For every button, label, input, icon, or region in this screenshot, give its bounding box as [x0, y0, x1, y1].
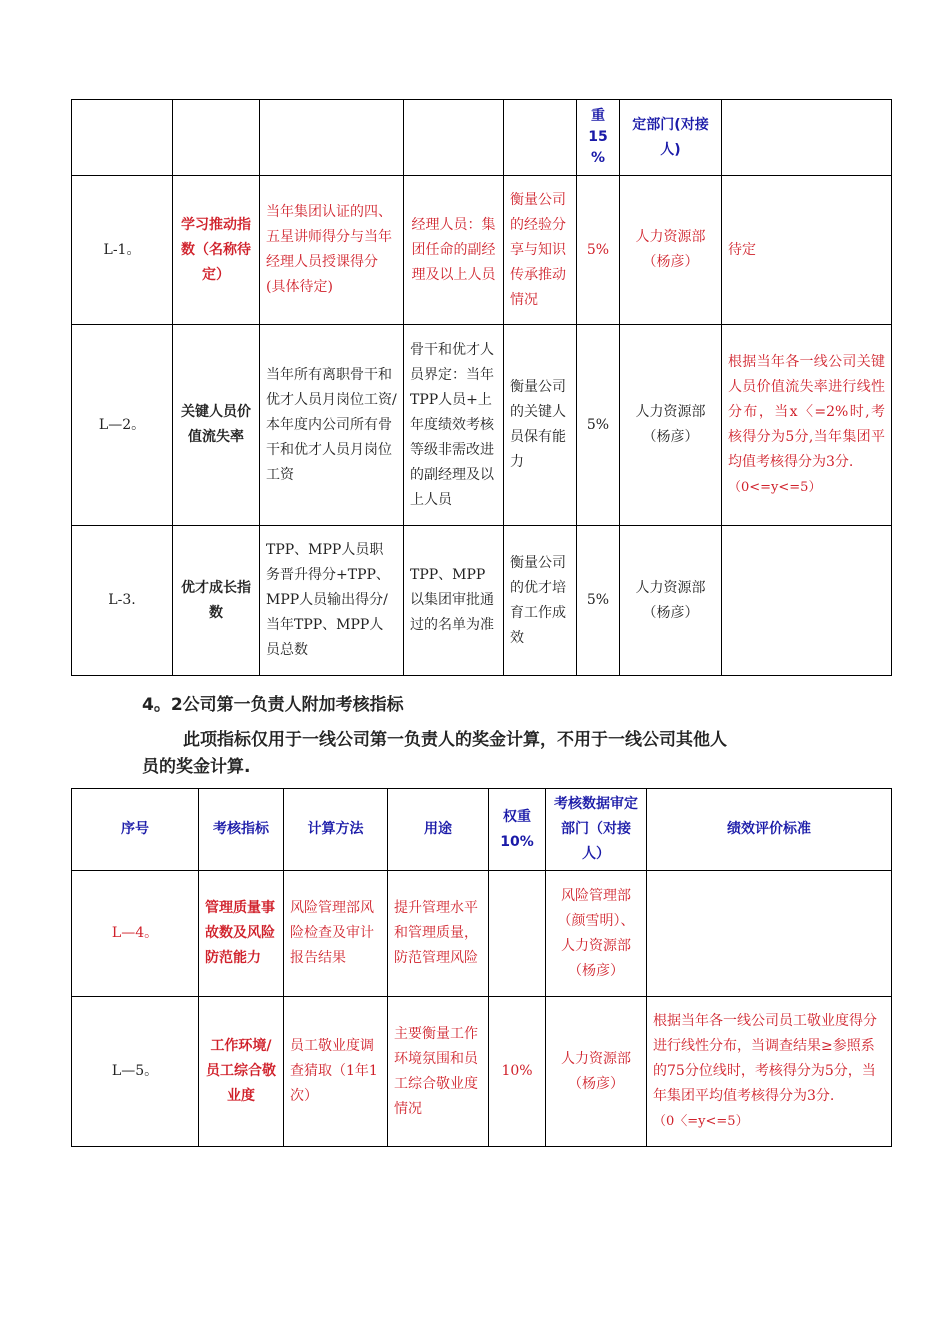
indicator-name: 学习推动指数（名称待定）: [173, 176, 260, 325]
scope: 骨干和优才人员界定：当年TPP人员+上年度绩效考核等级非需改进的副经理及以上人员: [404, 325, 504, 526]
table-row: [72, 176, 892, 325]
weight: 5%: [577, 176, 620, 325]
purpose: 衡量公司的经验分享与知识传承推动情况: [504, 176, 577, 325]
criteria-text: 根据当年各一线公司关键人员价值流失率进行线性分布，当x〈=2%时,考核得分为5分,当年集团平均值考核得分为3分.: [728, 354, 885, 470]
table-row: [72, 871, 892, 997]
calc-method: 员工敬业度调查猜取（1年1次）: [284, 997, 388, 1147]
dept-header-fragment: 定部门(对接人): [620, 100, 722, 176]
column-header-method: 计算方法: [284, 789, 388, 871]
row-id: L—2。: [72, 325, 173, 526]
table-cell: [504, 100, 577, 176]
column-header-seq: 序号: [72, 789, 199, 871]
indicator-name: 管理质量事故数及风险防范能力: [199, 871, 284, 997]
column-header-dept: 考核数据审定部门（对接人）: [546, 789, 647, 871]
weight: [489, 871, 546, 997]
column-header-purpose: 用途: [388, 789, 489, 871]
scope: 经理人员：集团任命的副经理及以上人员: [404, 176, 504, 325]
purpose: 提升管理水平和管理质量，防范管理风险: [388, 871, 489, 997]
criteria: [722, 176, 892, 325]
weight: 10%: [489, 997, 546, 1147]
column-header-criteria: 绩效评价标准: [647, 789, 892, 871]
purpose: 主要衡量工作环境氛围和员工综合敬业度情况: [388, 997, 489, 1147]
purpose: 衡量公司的关键人员保有能力: [504, 325, 577, 526]
scope: TPP、MPP以集团审批通过的名单为准: [404, 526, 504, 676]
criteria-range-note: （0〈=y<=5）: [653, 1114, 749, 1129]
indicator-name: 优才成长指数: [173, 526, 260, 676]
review-dept: 人力资源部（杨彦）: [546, 997, 647, 1147]
row-id: L—4。: [72, 871, 199, 997]
calc-method: 风险管理部风险检查及审计报告结果: [284, 871, 388, 997]
indicator-name: 工作环境/员工综合敬业度: [199, 997, 284, 1147]
section-paragraph-line2: 员的奖金计算.: [142, 757, 251, 777]
table-cell: [722, 100, 892, 176]
table-header-row: [72, 789, 892, 871]
criteria: [647, 871, 892, 997]
row-id: L-3.: [72, 526, 173, 676]
criteria-range-note: （0<=y<=5）: [728, 480, 822, 495]
table-cell: [404, 100, 504, 176]
weight: 5%: [577, 526, 620, 676]
table-row: [72, 325, 892, 526]
calc-method: 当年所有离职骨干和优才人员月岗位工资/ 本年度内公司所有骨干和优才人员月岗位工资: [260, 325, 404, 526]
criteria: [722, 526, 892, 676]
indicator-name: 关键人员价值流失率: [173, 325, 260, 526]
weight-header-fragment: 重 15 %: [577, 100, 620, 176]
criteria-text: 根据当年各一线公司员工敬业度得分进行线性分布，当调查结果≥参照系的75分位线时，考核得分为5分，当年集团平均值考核得分为3分.: [653, 1013, 877, 1104]
weight: 5%: [577, 325, 620, 526]
table-row: [72, 526, 892, 676]
review-dept: 人力资源部（杨彦）: [620, 176, 722, 325]
table-row: [72, 100, 892, 176]
criteria: [722, 325, 892, 526]
calc-method: 当年集团认证的四、五星讲师得分与当年经理人员授课得分(具体待定): [260, 176, 404, 325]
purpose: 衡量公司的优才培育工作成效: [504, 526, 577, 676]
row-id: L—5。: [72, 997, 199, 1147]
table-cell: [260, 100, 404, 176]
section-heading: 4。2公司第一负责人附加考核指标: [142, 695, 404, 715]
criteria-text: 待定: [728, 241, 756, 258]
section-paragraph-line1: 此项指标仅用于一线公司第一负责人的奖金计算，不用于一线公司其他人: [183, 730, 727, 750]
leader-assessment-table: [71, 788, 892, 1147]
review-dept: 风险管理部（颜雪明）、人力资源部（杨彦）: [546, 871, 647, 997]
table-row: [72, 997, 892, 1147]
assessment-table-continued: [71, 99, 892, 676]
criteria: [647, 997, 892, 1147]
column-header-weight: 权重10%: [489, 789, 546, 871]
table-cell: [173, 100, 260, 176]
review-dept: 人力资源部（杨彦）: [620, 526, 722, 676]
row-id: L-1。: [72, 176, 173, 325]
table-cell: [72, 100, 173, 176]
review-dept: 人力资源部（杨彦）: [620, 325, 722, 526]
column-header-indicator: 考核指标: [199, 789, 284, 871]
calc-method: TPP、MPP人员职务晋升得分+TPP、MPP人员输出得分/当年TPP、MPP人员总数: [260, 526, 404, 676]
